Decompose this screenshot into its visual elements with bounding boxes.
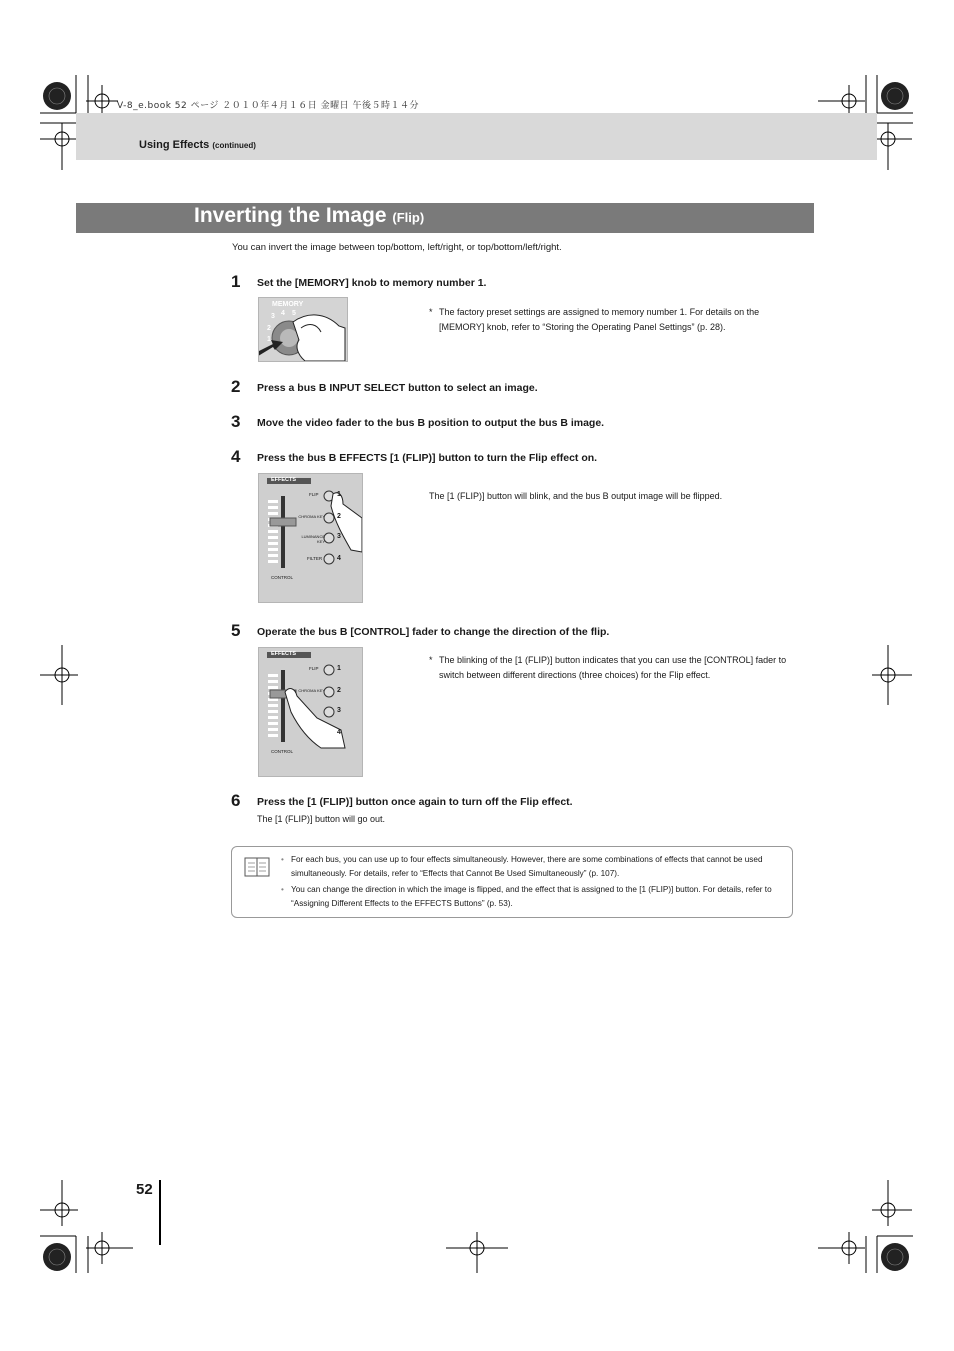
- effects-btn-label: CHROMA KEY: [298, 688, 325, 693]
- page-title: [194, 204, 424, 228]
- effects-btn-num: 2: [337, 513, 341, 520]
- memo-item: [281, 883, 781, 910]
- memo-item: [281, 853, 781, 880]
- step-number: 4: [231, 447, 241, 466]
- title-bar: [76, 203, 814, 233]
- memory-knob-figure: [258, 297, 348, 362]
- control-label: CONTROL: [271, 575, 294, 580]
- step-number: 1: [231, 272, 241, 291]
- effects-label: EFFECTS: [271, 477, 297, 483]
- page-number-rule: [159, 1180, 161, 1245]
- memory-num: 1: [267, 336, 271, 343]
- step-text: Set the [MEMORY] knob to memory number 1.: [257, 277, 487, 289]
- memo-bullet: •: [281, 885, 284, 894]
- memory-num: 4: [281, 310, 285, 317]
- effects-btn-label: LUMINANCE KEY: [301, 534, 325, 544]
- print-info: V-8_e.book 52 ページ ２０１０年４月１６日 金曜日 午後５時１４分: [117, 101, 420, 111]
- control-label: CONTROL: [271, 749, 294, 754]
- step-text: Press the [1 (FLIP)] button once again to turn off the Flip effect.: [257, 796, 573, 808]
- step-number: 2: [231, 377, 241, 396]
- note-text: The factory preset settings are assigned to memory number 1. For details on the [MEMORY] knob, refer to “Storing the Operating Panel Settings” (p. 28).: [439, 307, 760, 332]
- effects-btn-num: 2: [337, 687, 341, 694]
- step-number: 3: [231, 412, 241, 431]
- effects-btn-num: 3: [337, 533, 341, 540]
- note-step6: The [1 (FLIP)] button will go out.: [257, 814, 386, 824]
- memo-bullet: •: [281, 855, 284, 864]
- effects-btn-label: FLIP: [309, 666, 319, 671]
- step-text: Operate the bus B [CONTROL] fader to change the direction of the flip.: [257, 626, 610, 638]
- note-step4: The [1 (FLIP)] button will blink, and the bus B output image will be flipped.: [429, 491, 723, 501]
- effects-btn-num: 4: [337, 555, 341, 562]
- effects-btn-label: FILTER: [307, 556, 323, 561]
- title-sub: (Flip): [392, 210, 425, 225]
- memory-num: 5: [292, 310, 296, 317]
- note-text: The blinking of the [1 (FLIP)] button indicates that you can use the [CONTROL] fader to switch between different directions (three choices) for the Flip effect.: [439, 655, 787, 680]
- section-title: Using Effects: [139, 139, 210, 151]
- step-number: 5: [231, 621, 241, 640]
- header-band: [76, 113, 877, 160]
- memo-text: You can change the direction in which the image is flipped, and the effect that is assigned to the [1 (FLIP)] button. For details, refer to “Assigning Different Effects to the EFFECTS Buttons” (p. 53).: [291, 885, 772, 908]
- note-star: *: [429, 655, 433, 665]
- effects-panel-figure: [258, 473, 363, 603]
- effects-label: EFFECTS: [271, 651, 297, 657]
- effects-btn-label: FLIP: [309, 492, 319, 497]
- intro-text: You can invert the image between top/bottom, left/right, or top/bottom/left/right.: [232, 242, 562, 253]
- effects-btn-label: CHROMA KEY: [298, 514, 325, 519]
- note-star: *: [429, 307, 433, 317]
- memory-num: 3: [271, 313, 275, 320]
- control-fader-figure: [258, 647, 363, 777]
- step-text: Move the video fader to the bus B position to output the bus B image.: [257, 417, 605, 429]
- memo-text: For each bus, you can use up to four effects simultaneously. However, there are some combinations of effects that cannot be used simultaneously. For details, refer to “Effects that Cannot Be Used Simultaneously” (p. 107).: [291, 855, 763, 878]
- effects-btn-num: 1: [337, 491, 341, 498]
- step-number: 6: [231, 791, 241, 810]
- effects-btn-num: 1: [337, 665, 341, 672]
- effects-btn-num: 3: [337, 707, 341, 714]
- continued-label: (continued): [212, 141, 256, 150]
- effects-btn-num: 4: [337, 729, 341, 736]
- memory-label: MEMORY: [272, 301, 304, 308]
- memory-num: 2: [267, 325, 271, 332]
- note-step5: [429, 653, 799, 682]
- step-text: Press a bus B INPUT SELECT button to select an image.: [257, 382, 538, 394]
- book-icon: [244, 857, 270, 877]
- note-step1: [429, 305, 799, 334]
- step-text: Press the bus B EFFECTS [1 (FLIP)] button to turn the Flip effect on.: [257, 452, 598, 464]
- running-header: [139, 139, 256, 151]
- page-number: 52: [136, 1181, 153, 1198]
- memo-box: [231, 846, 793, 918]
- title-main: Inverting the Image: [194, 204, 387, 227]
